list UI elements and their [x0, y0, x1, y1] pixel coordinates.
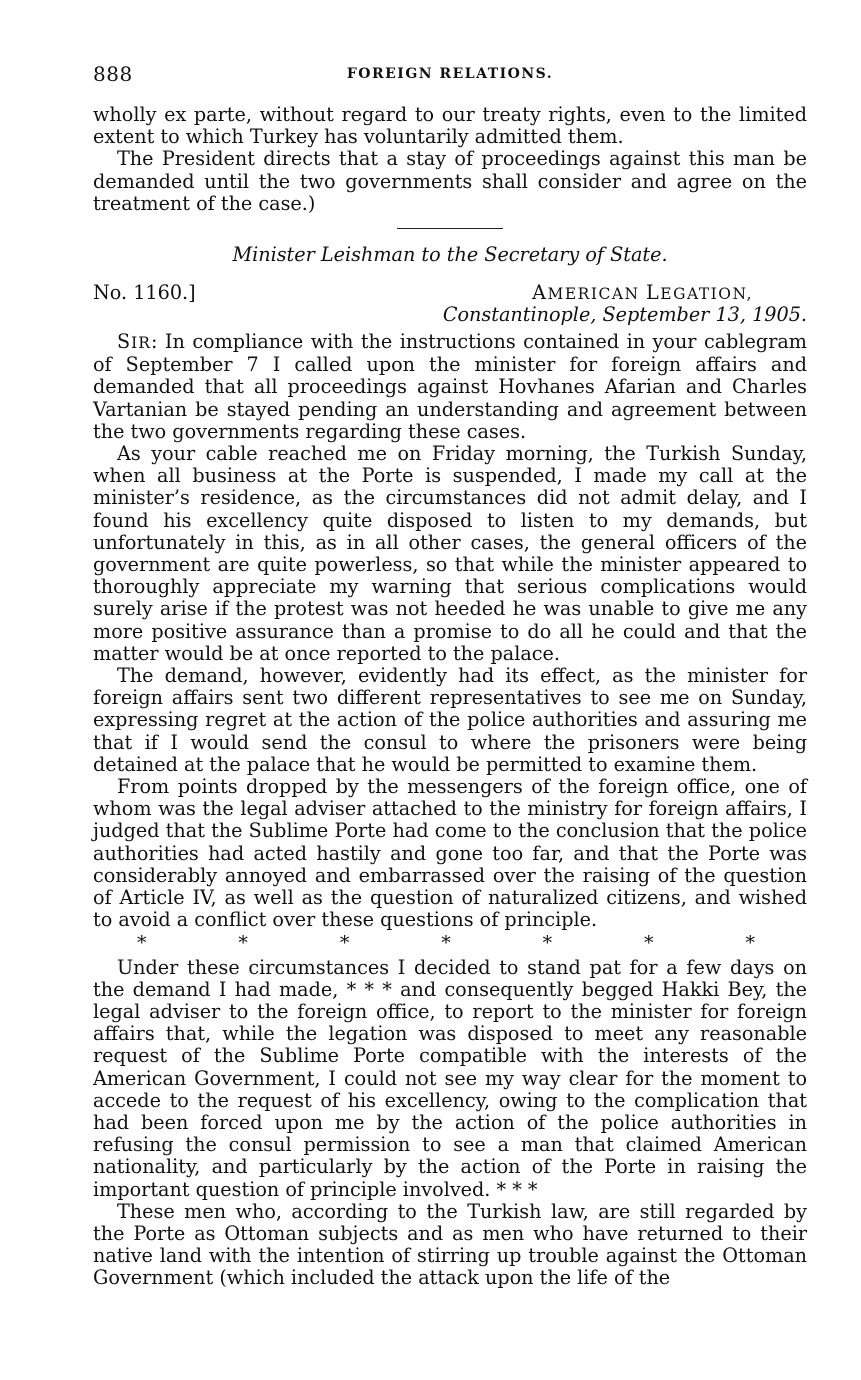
despatch-number: No. 1160.] — [93, 281, 196, 305]
paragraph-friday-call: As your cable reached me on Friday morning, the Turkish Sunday, when all business at the Porte is suspended, I made my call at the minister’s residence, as the circumstances did not admit delay, and I found his excellency quite disposed to listen to my demands, but unfortunately in this, as in all other cases, the general officers of the government are quite powerless, so that while the minister appeared to thoroughly appreciate my warning that serious complications would surely arise if the protest was not heeded he was unable to give me any more positive assurance than a promise to do all he could and that the matter would be at once reported to the palace. — [93, 442, 807, 665]
paragraph-opening — [93, 331, 807, 443]
ellipsis-asterisks — [93, 932, 807, 954]
running-title: FOREIGN RELATIONS. — [346, 66, 554, 82]
salutation-initial: S — [117, 330, 132, 354]
paragraph-demand-effect: The demand, however, evidently had its effect, as the minister for foreign affairs sent two different representatives to see me on Sunday, expressing regret at the action of the police authorities and assuring me that if I would send the consul to where the prisoners were being detained at the palace that he would be permitted to examine them. — [93, 664, 807, 776]
section-divider — [397, 228, 503, 229]
paragraph-stand-pat: Under these circumstances I decided to stand pat for a few days on the demand I had made, * * * and consequently begged Hakki Bey, the legal adviser to the foreign office, to report to the minister for foreign affairs that, while the legation was disposed to meet any reasonable request of the Sublime Porte compatible with the interests of the American Government, I could not see my way clear for the moment to accede to the request of his excellency, owing to the complication that had been forced upon me by the action of the police authorities in refusing the consul permission to see a man that claimed American nationality, and particularly by the action of the Porte in raising the important question of principle involved. * * * — [93, 955, 807, 1201]
place-and-date: Constantinople, September 13, 1905. — [442, 303, 807, 327]
asterisk: * — [644, 931, 654, 954]
legation-initial: A — [532, 281, 548, 305]
document-heading: Minister Leishman to the Secretary of State. — [232, 243, 668, 267]
asterisk: * — [238, 931, 248, 954]
salutation-small-caps: IR — [131, 334, 151, 353]
legation-small-caps: MERICAN — [547, 285, 647, 304]
asterisk: * — [339, 931, 350, 954]
page-number: 888 — [93, 62, 133, 86]
dateline — [93, 282, 807, 328]
running-head — [93, 62, 807, 92]
asterisk: * — [745, 931, 755, 954]
legation-name — [532, 282, 753, 305]
paragraph-ottoman-subjects: These men who, according to the Turkish law, are still regarded by the Porte as Ottoman subjects and as men who have returned to their native land with the intention of stirring up trouble against the Ottoman Government (which included the attack upon the life of the — [93, 1199, 807, 1290]
asterisk: * — [441, 931, 451, 954]
paragraph-president-directs: The President directs that a stay of proceedings against this man be demanded until the two governments shall consider and agree on the treatment of the case.) — [93, 147, 807, 215]
paragraph-continued: wholly ex parte, without regard to our treaty rights, even to the limited extent to which Turkey has voluntarily admitted them. — [93, 103, 807, 149]
paragraph-foreign-office: From points dropped by the messengers of the foreign office, one of whom was the legal adviser attached to the ministry for foreign affairs, I judged that the Sublime Porte had come to the conclusion that the police authorities had acted hastily and gone too far, and that the Porte was considerably annoyed and embarrassed over the raising of the question of Article IV, as well as the question of naturalized citizens, and wished to avoid a conflict over these questions of principle. — [93, 775, 807, 932]
asterisk: * — [542, 931, 553, 954]
salutation — [117, 330, 151, 354]
legation-small-caps-2: EGATION, — [660, 285, 753, 304]
opening-text: : In compliance with the instructions contained in your cablegram of September 7 I called upon the minister for foreign affairs and demanded that all proceedings against Hovhanes Afarian and Charles Vartanian be stayed pending an understanding and agreement between the two governments regarding these cases. — [93, 330, 807, 443]
document-page — [93, 62, 807, 1290]
asterisk: * — [137, 931, 147, 954]
legation-initial-2: L — [646, 281, 661, 305]
